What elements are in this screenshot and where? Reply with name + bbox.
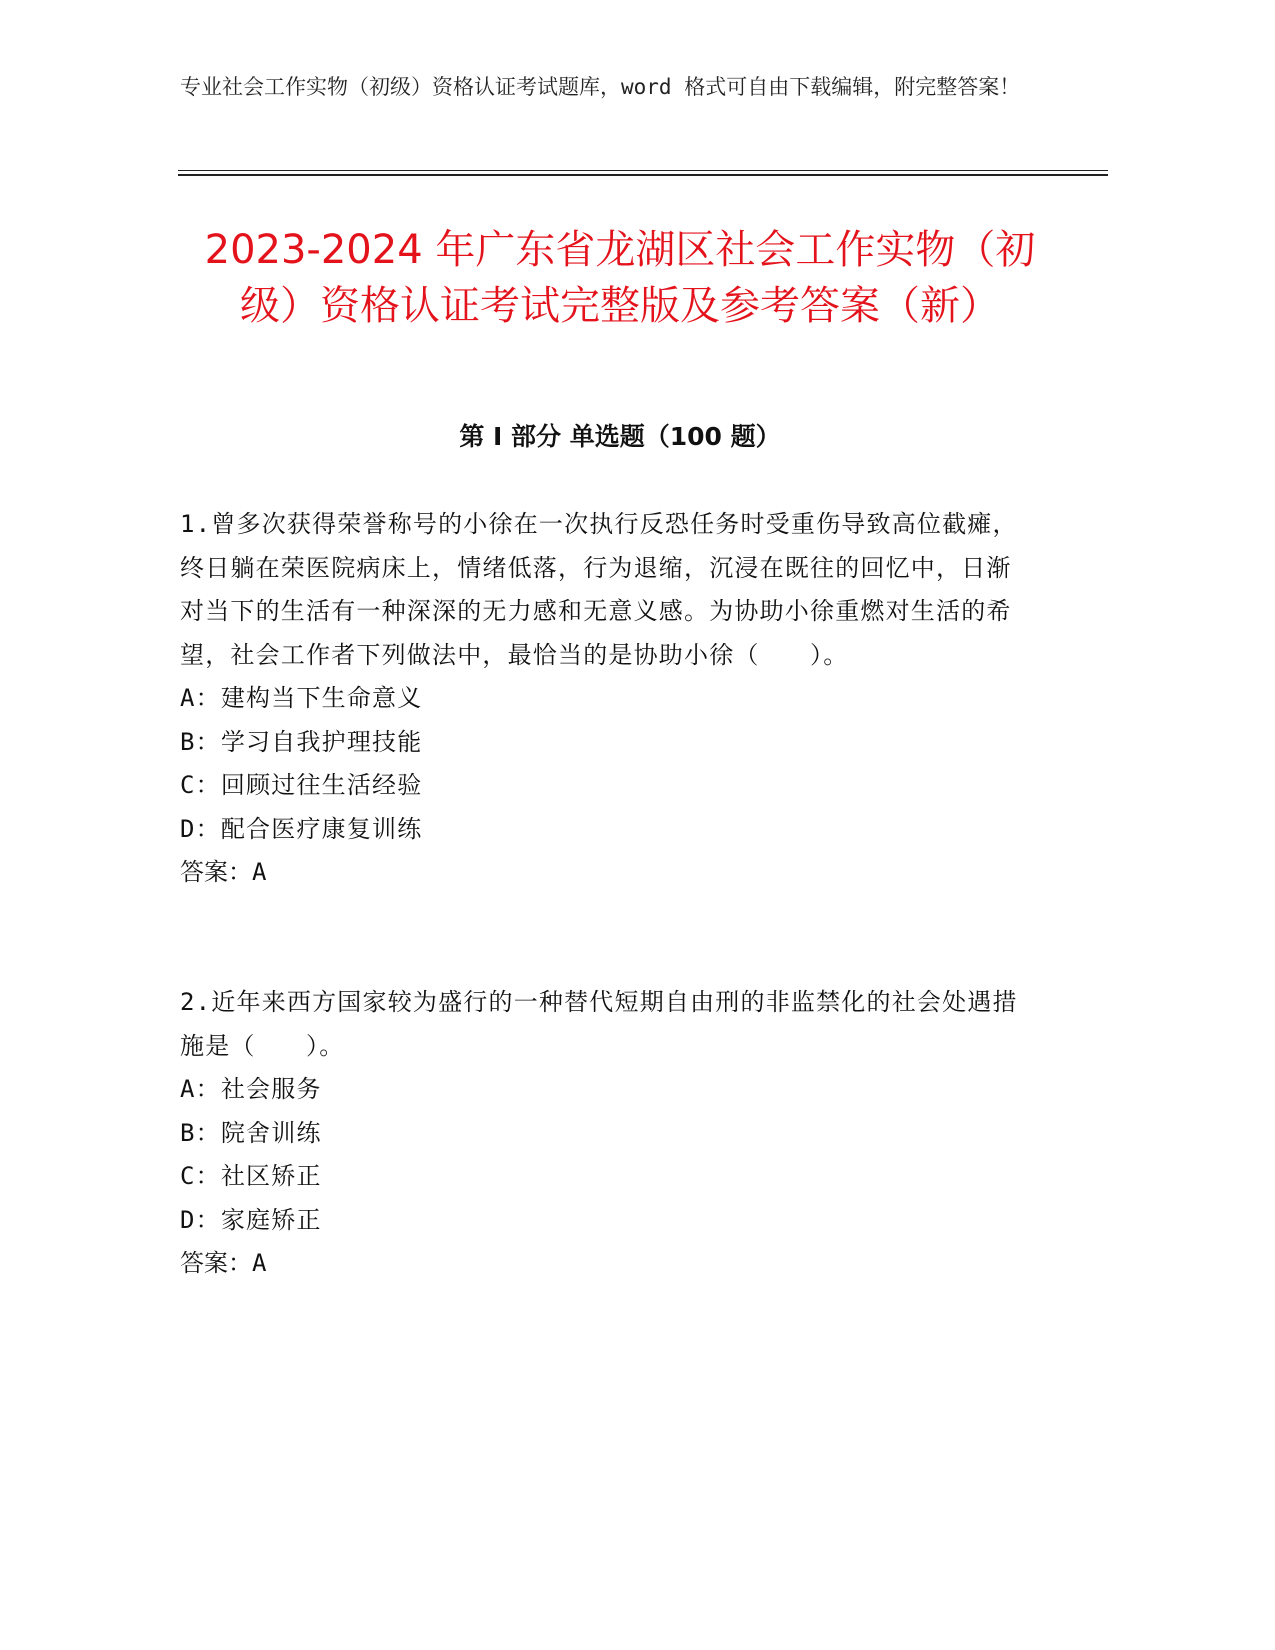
answer-value: A (252, 1249, 267, 1277)
option-c: C：回顾过往生活经验 (180, 771, 423, 799)
question-1 (180, 503, 1020, 895)
header-divider-bottom (178, 174, 1108, 176)
document-title: 2023-2024 年广东省龙湖区社会工作实物（初级）资格认证考试完整版及参考答案（新） (204, 227, 1036, 329)
option-list (180, 1068, 1020, 1242)
answer-label: 答案： (180, 1249, 252, 1277)
header-note: 专业社会工作实物（初级）资格认证考试题库，word 格式可自由下载编辑，附完整答案！ (180, 75, 1021, 99)
question-stem: 1.曾多次获得荣誉称号的小徐在一次执行反恐任务时受重伤导致高位截瘫，终日躺在荣医院病床上，情绪低落，行为退缩，沉浸在既往的回忆中，日渐对当下的生活有一种深深的无力感和无意义感。为协助小徐重燃对生活的希望，社会工作者下列做法中，最恰当的是协助小徐（ ）。 (180, 510, 1018, 669)
option-list (180, 677, 1020, 851)
option-d: D：家庭矫正 (180, 1205, 322, 1234)
answer-line (180, 851, 1020, 895)
answer-label: 答案： (180, 858, 252, 886)
option-b: B：院舍训练 (180, 1118, 322, 1147)
header-divider-top (178, 170, 1108, 171)
question-stem: 2.近年来西方国家较为盛行的一种替代短期自由刑的非监禁化的社会处遇措施是（ ）。 (180, 988, 1018, 1060)
option-b: B：学习自我护理技能 (180, 727, 423, 756)
section-heading: 第 I 部分 单选题（100 题） (459, 422, 781, 451)
option-c: C：社区矫正 (180, 1162, 322, 1190)
option-d: D：配合医疗康复训练 (180, 814, 423, 843)
option-a: A：建构当下生命意义 (180, 684, 423, 712)
question-2 (180, 981, 1020, 1286)
option-a: A：社会服务 (180, 1075, 322, 1103)
answer-line (180, 1242, 1020, 1286)
answer-value: A (252, 858, 267, 886)
